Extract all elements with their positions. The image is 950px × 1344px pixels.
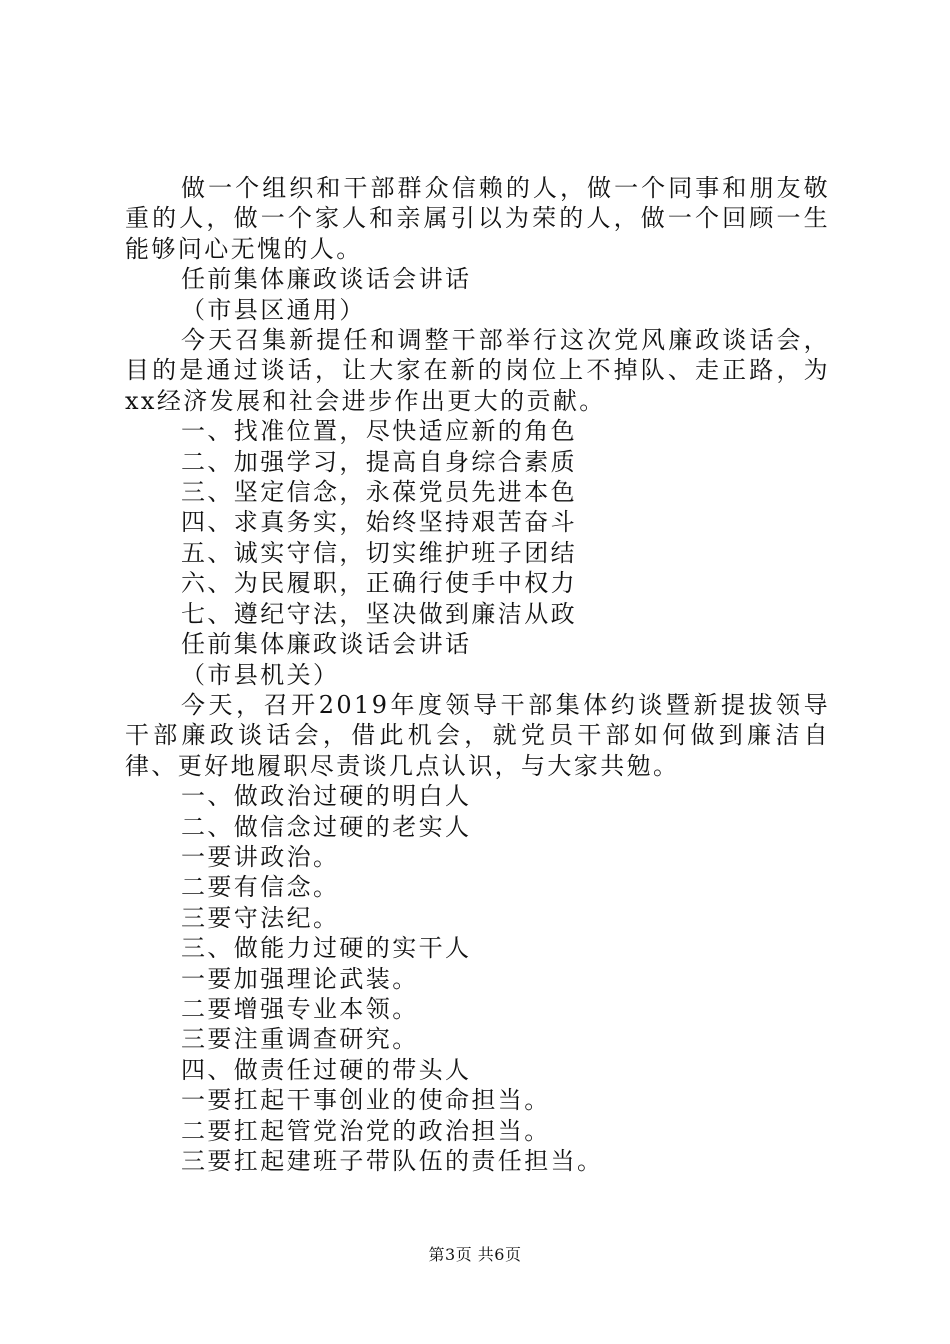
section-1-point: 五、诚实守信，切实维护班子团结 [181,538,577,567]
section-1-point: 四、求真务实，始终坚持艰苦奋斗 [181,508,577,537]
section-1-point: 七、遵纪守法，坚决做到廉洁从政 [181,599,577,628]
section-1-subtitle: （市县区通用） [181,295,366,324]
section-1-point: 二、加强学习，提高自身综合素质 [181,447,577,476]
section-1-point: 六、为民履职，正确行使手中权力 [181,569,577,598]
section-2-intro: 今天，召开2019年度领导干部集体约谈暨新提拔领导干部廉政谈话会，借此机会，就党员干部如何做到廉洁自律、更好地履职尽责谈几点认识，与大家共勉。 [125,690,830,780]
section-1-title: 任前集体廉政谈话会讲话 [181,265,472,294]
section-2-line: 三要注重调查研究。 [181,1025,419,1054]
section-1-point: 一、找准位置，尽快适应新的角色 [181,417,577,446]
page-number-footer: 第3页 共6页 [428,1245,522,1264]
section-2-line: 三要扛起建班子带队伍的责任担当。 [181,1147,604,1175]
section-2-line: 二、做信念过硬的老实人 [181,812,472,841]
section-2-line: 二要有信念。 [181,873,340,902]
section-2-line: 二要增强专业本领。 [181,994,419,1023]
section-2-line: 四、做责任过硬的带头人 [181,1055,472,1084]
section-2-line: 三、做能力过硬的实干人 [181,934,472,963]
section-2-line: 一、做政治过硬的明白人 [181,782,472,811]
opening-paragraph: 做一个组织和干部群众信赖的人，做一个同事和朋友敬重的人，做一个家人和亲属引以为荣的人，做一个回顾一生能够问心无愧的人。 [125,174,830,263]
section-2-title: 任前集体廉政谈话会讲话 [181,630,472,659]
section-1-intro: 今天召集新提任和调整干部举行这次党风廉政谈话会，目的是通过谈话，让大家在新的岗位上不掉队、走正路，为xx经济发展和社会进步作出更大的贡献。 [125,326,830,415]
section-2-line: 一要讲政治。 [181,842,340,871]
section-2-subtitle: （市县机关） [181,660,340,689]
section-2-line: 二要扛起管党治党的政治担当。 [181,1116,551,1145]
document-body [125,173,830,1176]
section-1-point: 三、坚定信念，永葆党员先进本色 [181,478,577,507]
section-2-line: 三要守法纪。 [181,903,340,932]
section-2-line: 一要扛起干事创业的使命担当。 [181,1086,551,1115]
section-2-line: 一要加强理论武装。 [181,964,419,993]
